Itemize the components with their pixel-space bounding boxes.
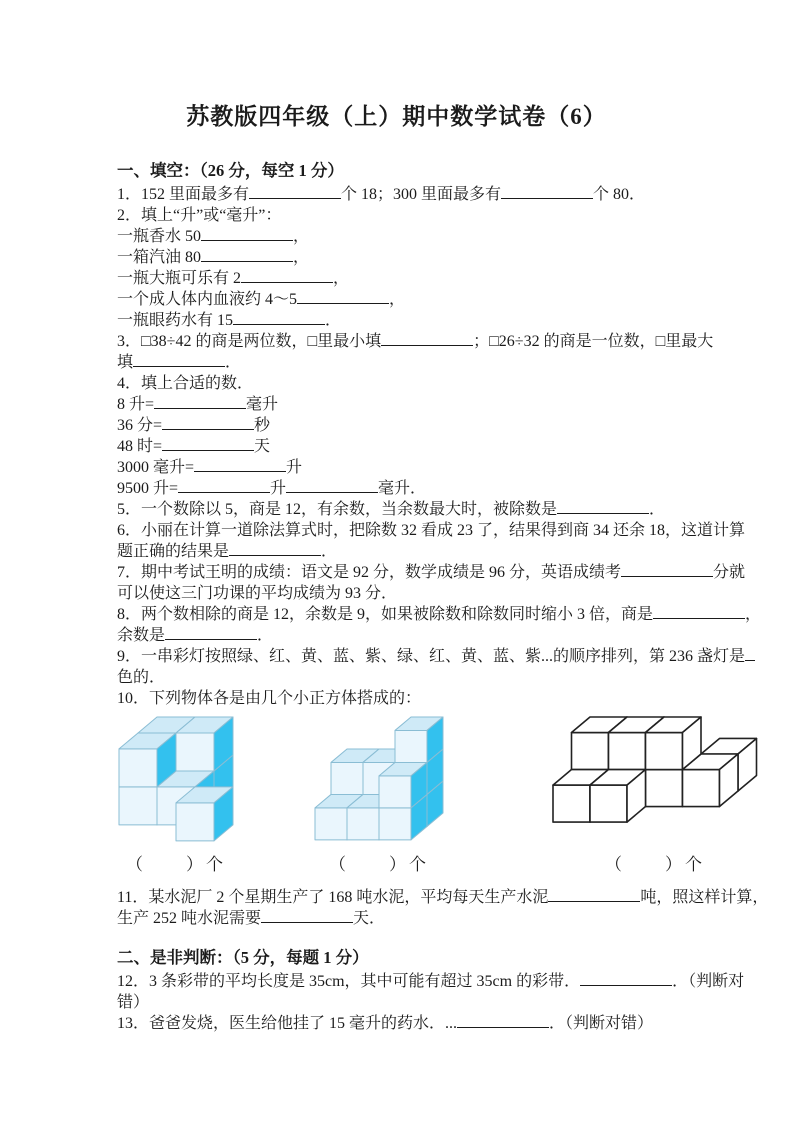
question-line <box>117 478 753 499</box>
line-text: 一瓶大瓶可乐有 2 <box>117 270 242 287</box>
exam-title: 苏教版四年级（上）期中数学试卷（6） <box>186 104 607 129</box>
line-text: 8 升= <box>117 396 155 413</box>
question-line <box>117 499 753 520</box>
cube-figure-2 <box>313 715 445 875</box>
question-line <box>117 541 753 562</box>
line-text: 填 <box>117 354 134 371</box>
fill-blank <box>165 625 257 640</box>
fill-blank <box>457 1013 549 1028</box>
question-line <box>117 667 753 688</box>
question-line <box>117 310 753 331</box>
line-text: 4．填上合适的数． <box>117 375 254 392</box>
question-line <box>117 583 753 604</box>
line-text: ．（判断对 <box>672 973 745 990</box>
fill-blank <box>162 436 254 451</box>
fill-blank <box>249 184 341 199</box>
question-line <box>117 436 753 457</box>
question-line <box>117 247 753 268</box>
fill-blank <box>745 646 755 661</box>
line-text: 3000 毫升= <box>117 459 195 476</box>
fill-blank <box>297 289 389 304</box>
question-line <box>117 331 753 352</box>
question-line <box>117 887 769 908</box>
line-text: 个 80． <box>593 186 646 203</box>
question-line <box>117 394 753 415</box>
line-text: 7．期中考试王明的成绩：语文是 92 分，数学成绩是 96 分，英语成绩考 <box>117 564 622 581</box>
question-line <box>117 646 753 667</box>
line-text: 一瓶香水 50 <box>117 228 202 245</box>
question-line <box>117 1013 753 1034</box>
line-text: 8．两个数相除的商是 12，余数是 9，如果被除数和除数同时缩小 3 倍，商是 <box>117 606 654 623</box>
line-text: 一瓶眼药水有 15 <box>117 312 234 329</box>
cube-figure-1 <box>117 715 235 875</box>
question-line <box>117 625 753 646</box>
line-text: 题正确的结果是 <box>117 543 230 560</box>
fill-blank <box>178 478 270 493</box>
line-text: 11．某水泥厂 2 个星期生产了 168 吨水泥，平均每天生产水泥 <box>117 889 549 906</box>
line-text: 毫升 <box>246 396 279 413</box>
figure-svg <box>551 715 759 825</box>
fill-blank <box>381 331 473 346</box>
fill-blank <box>233 310 325 325</box>
line-text: 可以使这三门功课的平均成绩为 93 分． <box>117 585 398 602</box>
line-text: 色的． <box>117 669 166 686</box>
question-line <box>117 908 753 929</box>
line-text: 天． <box>353 910 386 927</box>
fill-blank <box>548 887 640 902</box>
question-line <box>117 352 753 373</box>
line-text: 吨，照这样计算， <box>640 889 769 906</box>
fill-blank <box>162 415 254 430</box>
figure-count-label: （ ）个 <box>126 855 226 874</box>
line-text: 余数是 <box>117 627 166 644</box>
figure-svg <box>313 715 445 842</box>
line-text: ． <box>649 501 666 518</box>
fill-blank <box>557 499 649 514</box>
line-text: 10．下列物体各是由几个小正方体搭成的： <box>117 690 422 707</box>
question-line <box>117 604 762 625</box>
line-text: 2．填上“升”或“毫升”： <box>117 207 282 224</box>
fill-blank <box>261 908 353 923</box>
line-text: 个 18；300 里面最多有 <box>341 186 502 203</box>
fill-blank <box>580 971 672 986</box>
cube-figure-3 <box>551 715 759 875</box>
question-line <box>117 268 753 289</box>
fill-blank <box>286 478 378 493</box>
fill-blank <box>241 268 333 283</box>
fill-blank <box>133 352 225 367</box>
question-line <box>117 971 753 992</box>
section-heading: 二、是非判断：（5 分，每题 1 分） <box>117 948 369 967</box>
line-text: 1．152 里面最多有 <box>117 186 250 203</box>
line-text: ．（判断对错） <box>549 1015 654 1032</box>
fill-blank <box>229 541 321 556</box>
line-text: 分就 <box>713 564 746 581</box>
line-text: ；□26÷32 的商是一位数，□里最大 <box>473 333 714 350</box>
line-text: 48 时= <box>117 438 163 455</box>
line-text: ， <box>293 228 310 245</box>
question-line <box>117 562 753 583</box>
line-text: ． <box>325 312 342 329</box>
line-text: ． <box>225 354 242 371</box>
line-text: 36 分= <box>117 417 163 434</box>
question-line <box>117 415 753 436</box>
line-text: 毫升． <box>378 480 427 497</box>
fill-blank <box>201 247 293 262</box>
line-text: 9．一串彩灯按照绿、红、黄、蓝、紫、绿、红、黄、蓝、紫...的顺序排列，第 236 盏灯是 <box>117 648 746 665</box>
question-line <box>117 520 753 541</box>
line-text: ． <box>257 627 274 644</box>
line-text: 6．小丽在计算一道除法算式时，把除数 32 看成 23 了，结果得到商 34 还余 18，这道计算 <box>117 522 746 539</box>
question-line <box>117 289 753 310</box>
line-text: 生产 252 吨水泥需要 <box>117 910 262 927</box>
figure-count-label: （ ）个 <box>329 855 429 874</box>
line-text: 升 <box>270 480 287 497</box>
figure-svg <box>117 715 235 843</box>
line-text: 天 <box>254 438 271 455</box>
line-text: 9500 升= <box>117 480 179 497</box>
line-text: ． <box>321 543 338 560</box>
fill-blank <box>653 604 745 619</box>
fill-blank <box>501 184 593 199</box>
line-text: 错） <box>117 994 150 1011</box>
question-line <box>117 688 753 709</box>
fill-blank <box>154 394 246 409</box>
line-text: 3．□38÷42 的商是两位数，□里最小填 <box>117 333 382 350</box>
fill-blank <box>194 457 286 472</box>
question-line <box>117 457 753 478</box>
line-text: ， <box>333 270 350 287</box>
line-text: 13．爸爸发烧，医生给他挂了 15 毫升的药水．... <box>117 1015 458 1032</box>
question-line <box>117 226 753 247</box>
exam-body <box>117 160 769 1034</box>
section-heading: 一、填空：（26 分，每空 1 分） <box>117 161 344 180</box>
line-text: 12．3 条彩带的平均长度是 35cm，其中可能有超过 35cm 的彩带． <box>117 973 581 990</box>
line-text: 一箱汽油 80 <box>117 249 202 266</box>
cube-figures-row <box>117 715 753 883</box>
line-text: 秒 <box>254 417 271 434</box>
question-line <box>117 373 753 394</box>
line-text: 5．一个数除以 5，商是 12，有余数，当余数最大时，被除数是 <box>117 501 558 518</box>
line-text: ， <box>389 291 406 308</box>
question-line <box>117 184 753 205</box>
line-text: ， <box>293 249 310 266</box>
fill-blank <box>201 226 293 241</box>
fill-blank <box>621 562 713 577</box>
line-text: 一个成人体内血液约 4～5 <box>117 291 298 308</box>
line-text: ， <box>745 606 762 623</box>
question-line <box>117 205 753 226</box>
line-text: 升 <box>286 459 303 476</box>
figure-count-label: （ ）个 <box>605 855 705 874</box>
question-line <box>117 992 753 1013</box>
